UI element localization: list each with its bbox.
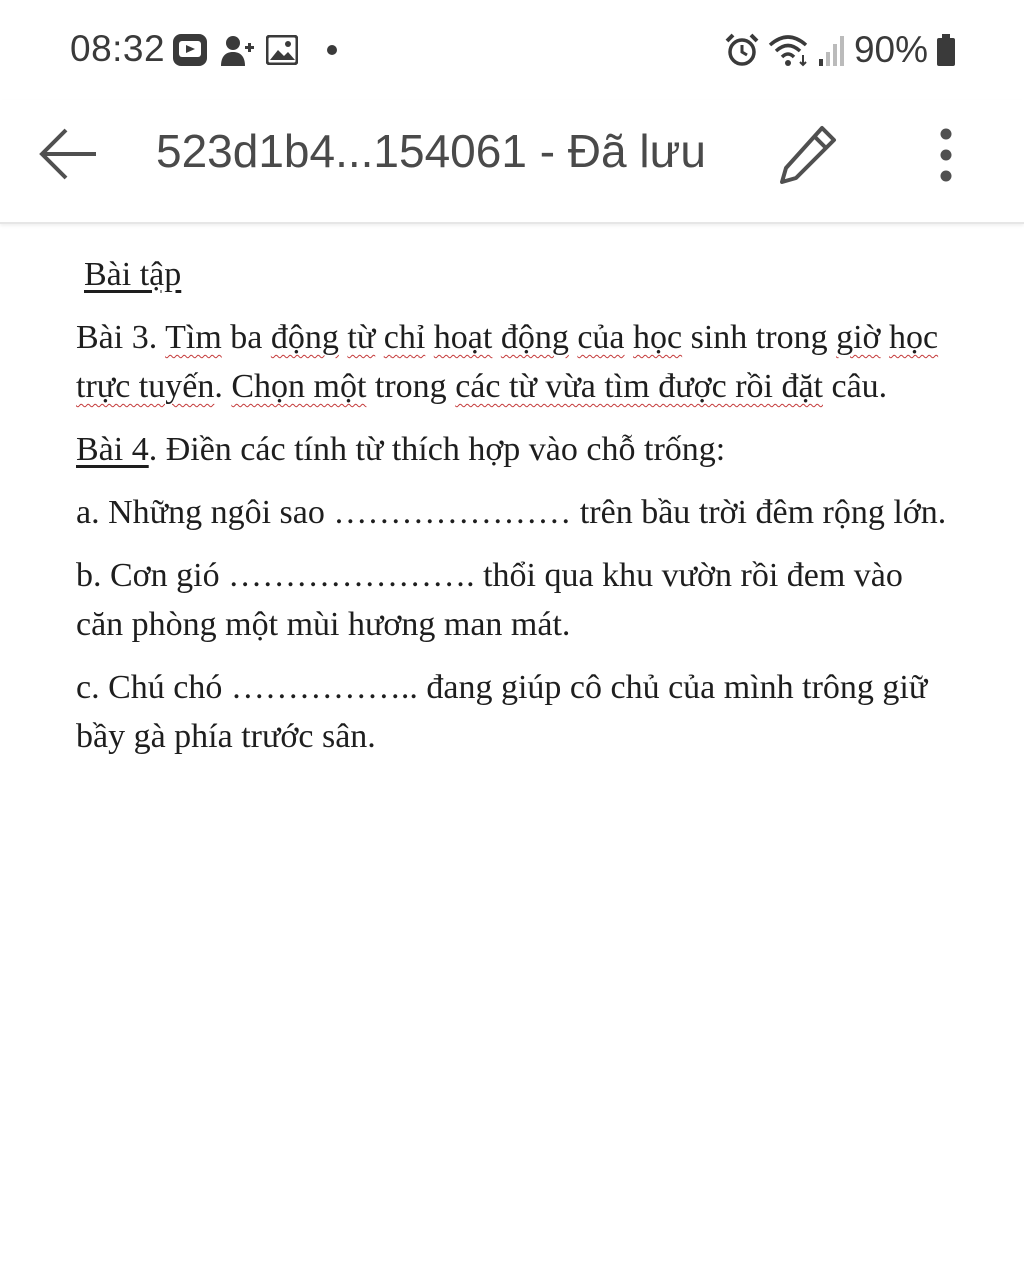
spellcheck-word: học trực tuyến [76,319,939,405]
status-left-icons [172,30,340,70]
exercise-heading: Bài tập [84,256,182,293]
spellcheck-word: của [577,319,625,356]
back-button[interactable] [38,124,102,184]
spellcheck-word: Tìm [165,319,222,356]
heading-paragraph [76,250,956,299]
text: sinh trong [682,319,837,356]
notification-dot-icon [310,44,340,56]
status-right-icons [724,28,956,72]
exercise-3 [76,313,956,411]
spellcheck-word: giờ [836,319,881,356]
text: ba [221,319,271,356]
back-arrow-icon [38,124,102,184]
text [881,319,890,356]
item-b: b. Cơn gió …………………. thổi qua khu vườn rồi đem vào căn phòng một mùi hương man mát. [76,557,903,643]
status-bar [0,0,1024,100]
spellcheck-word: từ [347,319,376,356]
tv-icon [172,33,208,67]
item-a: a. Những ngôi sao ………………… trên bầu trời đêm rộng lớn. [76,494,947,531]
battery-percent: 90% [853,29,928,70]
text: câu. [823,368,888,405]
spellcheck-word: học [633,319,683,356]
exercise-4-label: Bài 4 [76,431,149,468]
document-title: 523d1b4...154061 - Đã lưu [156,125,706,177]
more-vert-icon [928,124,964,188]
spellcheck-word: Chọn một [231,368,367,405]
battery-icon [936,33,956,67]
pencil-icon [776,122,840,186]
status-time: 08:32 [70,28,166,69]
edit-button[interactable] [776,122,840,186]
text [375,319,384,356]
spellcheck-word: hoạt [433,319,493,356]
spellcheck-word: động [500,319,569,356]
exercise-4 [76,425,956,474]
text: Bài 3. [76,319,166,356]
text [625,319,634,356]
text: . [214,368,232,405]
spellcheck-word: động [270,319,339,356]
spellcheck-word: các từ vừa tìm được rồi đặt [455,368,823,405]
signal-icon [818,33,846,67]
app-bar [0,100,1024,224]
wifi-icon [768,33,810,67]
add-person-icon [220,33,254,67]
exercise-4-instruction: . Điền các tính từ thích hợp vào chỗ trống: [148,431,726,468]
item-c: c. Chú chó …………….. đang giúp cô chủ của mình trông giữ bầy gà phía trước sân. [76,669,928,755]
document-body [76,250,956,775]
more-options-button[interactable] [928,124,964,188]
text [425,319,434,356]
alarm-icon [724,32,760,68]
text [492,319,501,356]
spellcheck-word: chỉ [383,319,426,356]
image-icon [266,35,298,65]
text: trong [366,368,456,405]
